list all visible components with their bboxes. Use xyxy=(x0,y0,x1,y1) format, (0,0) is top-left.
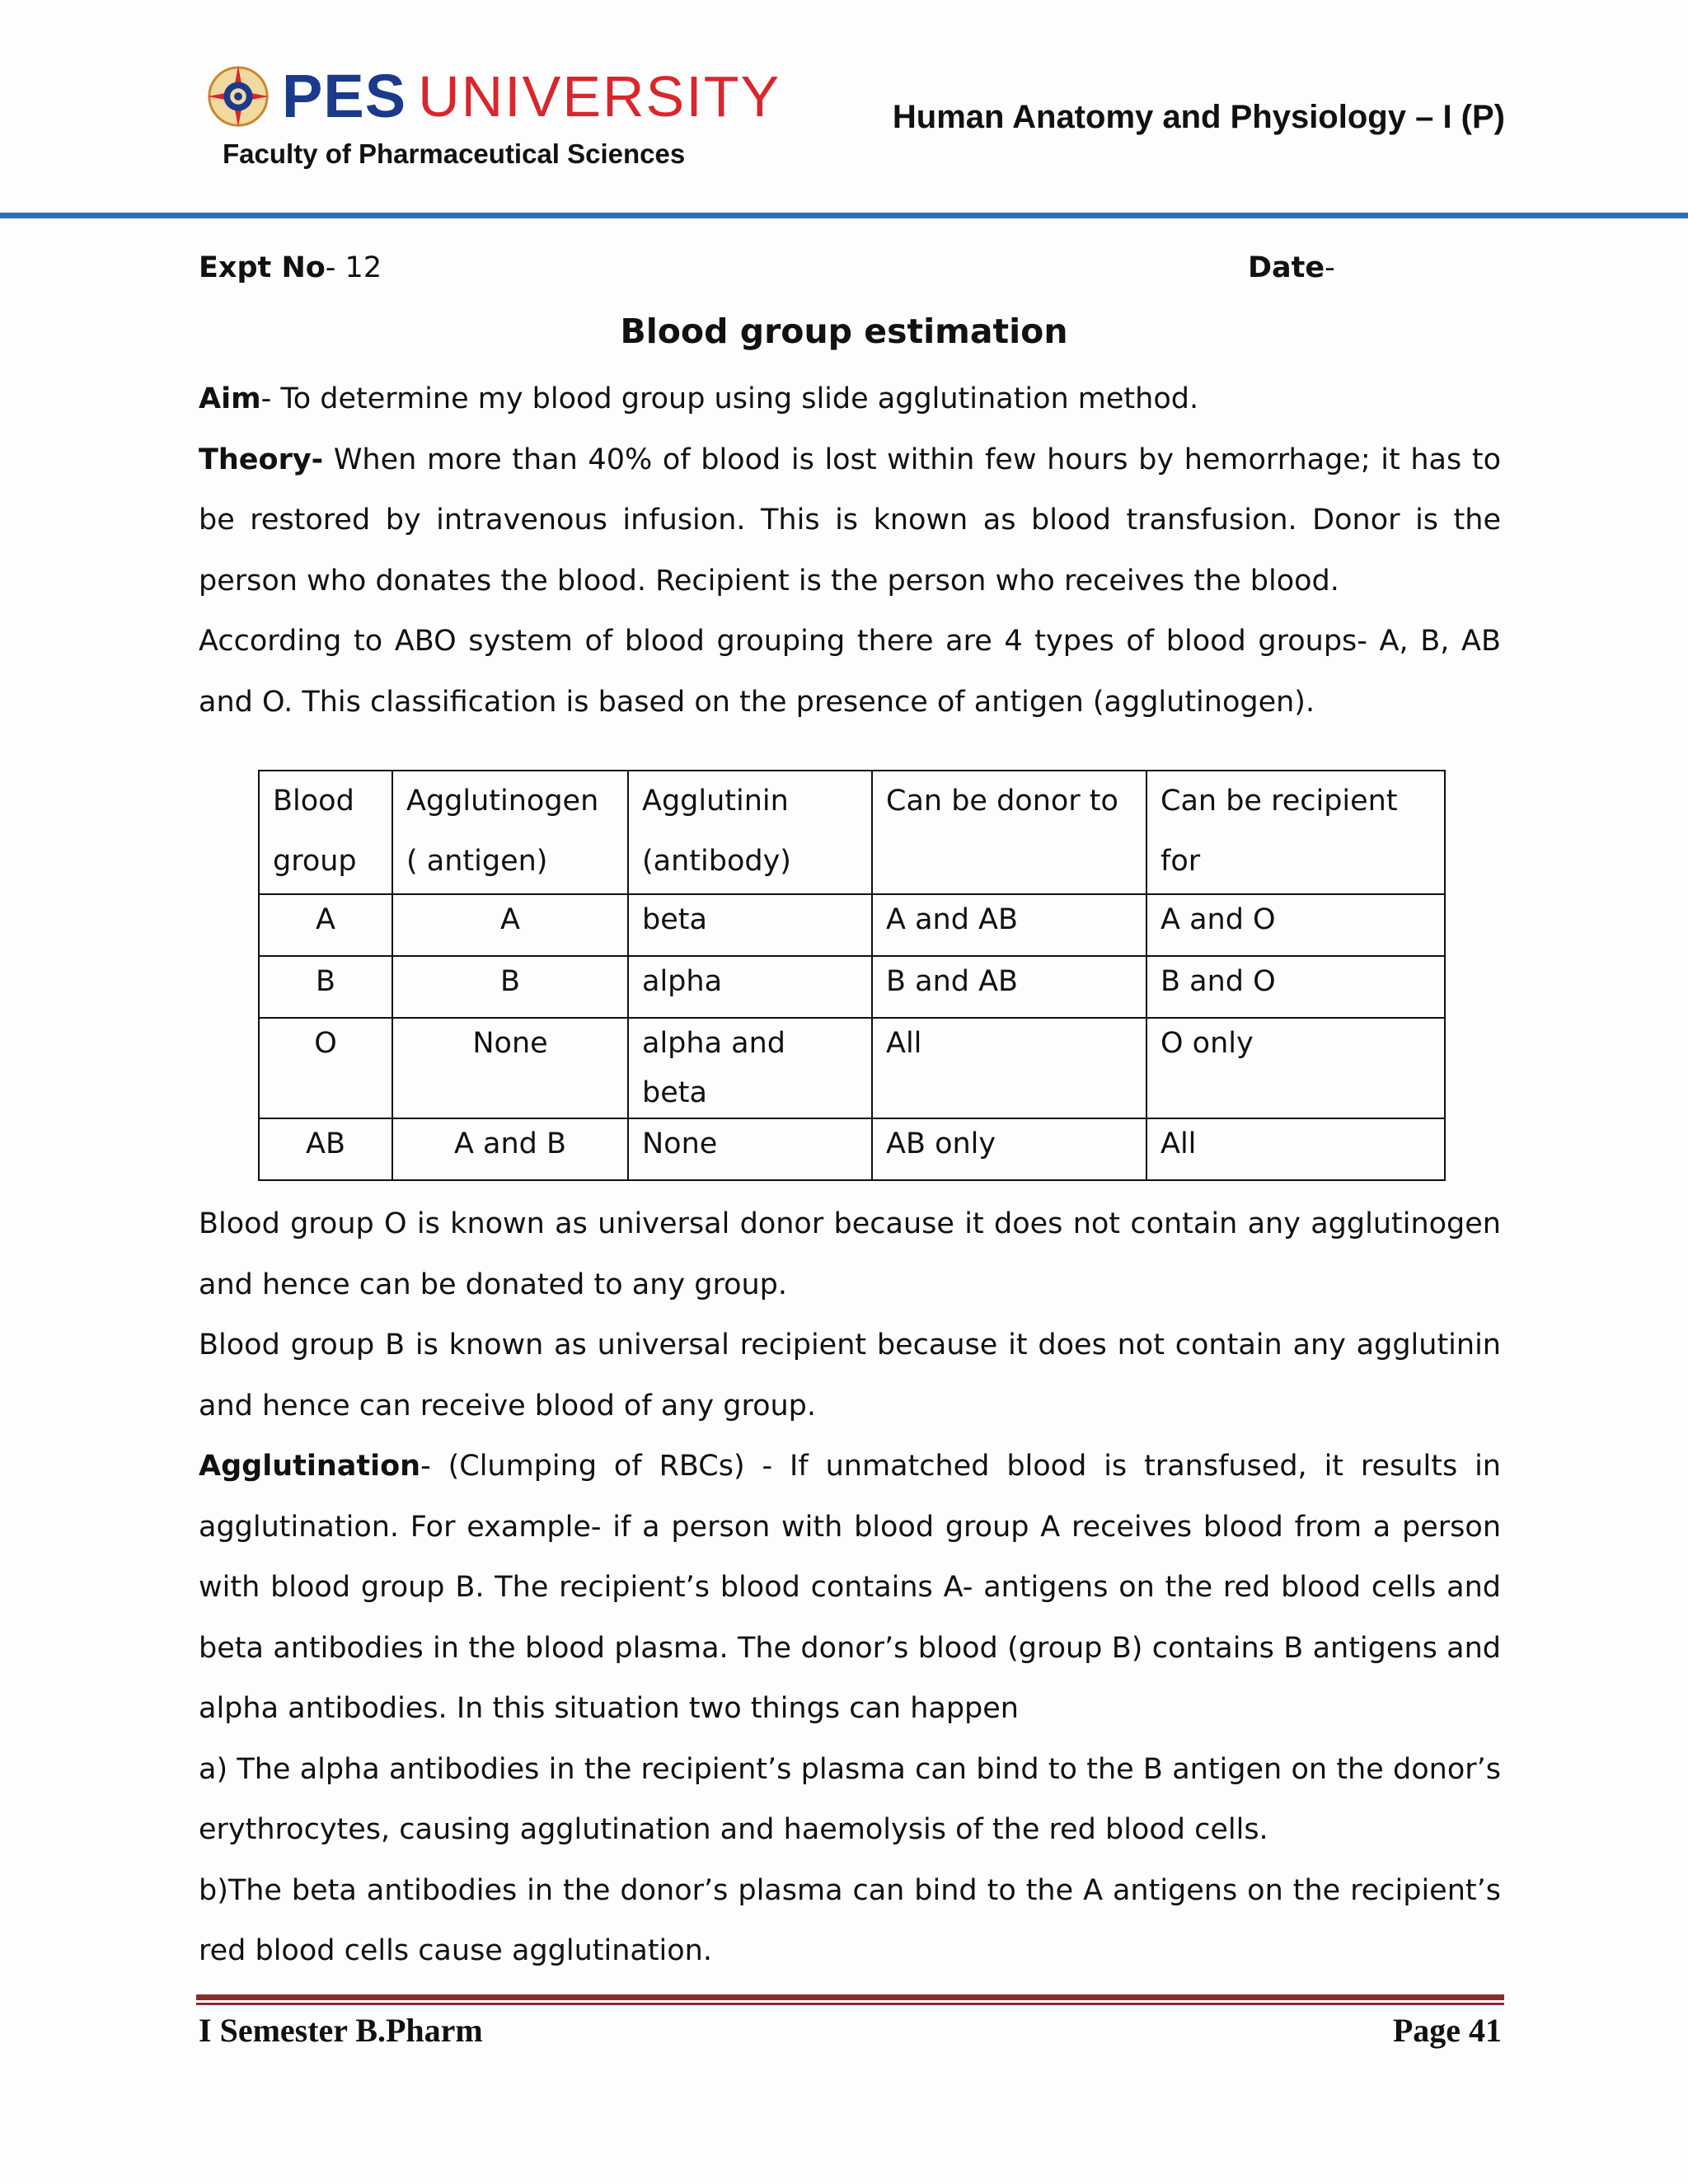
page-title: Blood group estimation xyxy=(620,312,1068,351)
cell-agglutinogen: B xyxy=(392,956,628,1018)
date-label: Date xyxy=(1248,251,1325,284)
cell-donor-to: All xyxy=(872,1018,1146,1118)
table-row xyxy=(259,1018,1445,1118)
cell-agglutinogen: A and B xyxy=(392,1118,628,1180)
explanation-section xyxy=(199,1194,1501,1982)
expt-label: Expt No xyxy=(199,251,326,284)
blood-group-table xyxy=(258,770,1446,1181)
intro-section xyxy=(199,369,1501,733)
cell-recipient-for: A and O xyxy=(1146,894,1445,956)
header-divider xyxy=(0,213,1688,218)
table-row xyxy=(259,956,1445,1018)
aim-text: - To determine my blood group using slide agglutination method. xyxy=(260,382,1199,415)
cell-blood-group: A xyxy=(259,894,392,956)
page-number: Page 41 xyxy=(1392,2012,1502,2049)
footer-semester: I Semester B.Pharm xyxy=(199,2012,483,2049)
cell-agglutinogen: None xyxy=(392,1018,628,1118)
footer-divider-thin xyxy=(196,2003,1504,2005)
course-title: Human Anatomy and Physiology – I (P) xyxy=(892,99,1505,135)
header-blood-group: Blood group xyxy=(259,771,392,894)
page-header xyxy=(0,0,1688,223)
date-value: - xyxy=(1325,251,1335,284)
header-donor-to: Can be donor to xyxy=(872,771,1146,894)
cell-recipient-for: B and O xyxy=(1146,956,1445,1018)
aim-paragraph xyxy=(199,369,1501,430)
abo-paragraph: According to ABO system of blood grouping there are 4 types of blood groups- A, B, AB and O. This classification is based on the presence of antigen (agglutinogen). xyxy=(199,625,1501,719)
cell-agglutinin: alpha and beta xyxy=(628,1018,872,1118)
agglutination-text: - (Clumping of RBCs) - If unmatched blood is transfused, it results in agglutination. For example- if a person with blood group A receives blood from a person with blood group B. The recipient’s blood contains A- antigens on the red blood cells and beta antibodies in the blood plasma. The donor’s blood (group B) contains B antigens and alpha antibodies. In this situation two things can happen xyxy=(199,1450,1501,1725)
theory-label: Theory- xyxy=(199,443,324,476)
point-a-paragraph: a) The alpha antibodies in the recipient’s plasma can bind to the B antigen on the donor’s erythrocytes, causing agglutination and haemolysis of the red blood cells. xyxy=(199,1752,1501,1846)
cell-agglutinin: beta xyxy=(628,894,872,956)
header-agglutinin: Agglutinin (antibody) xyxy=(628,771,872,894)
university-emblem-icon xyxy=(206,64,270,129)
theory-paragraph xyxy=(199,430,1501,612)
experiment-date xyxy=(1248,251,1335,284)
expt-value: - 12 xyxy=(325,251,382,284)
logo-pes-text: PES xyxy=(282,62,407,130)
table-header-row xyxy=(259,771,1445,894)
footer-divider xyxy=(196,1994,1504,2000)
point-b-paragraph: b)The beta antibodies in the donor’s plasma can bind to the A antigens on the recipient’s red blood cells cause agglutination. xyxy=(199,1873,1501,1967)
agglutination-paragraph xyxy=(199,1436,1501,1740)
universal-recipient-paragraph: Blood group B is known as universal recipient because it does not contain any agglutinin and hence can receive blood of any group. xyxy=(199,1329,1501,1422)
cell-agglutinin: None xyxy=(628,1118,872,1180)
aim-label: Aim xyxy=(199,382,261,415)
cell-recipient-for: All xyxy=(1146,1118,1445,1180)
cell-agglutinin: alpha xyxy=(628,956,872,1018)
header-recipient-for: Can be recipient for xyxy=(1146,771,1445,894)
cell-blood-group: O xyxy=(259,1018,392,1118)
logo-university-text: UNIVERSITY xyxy=(418,64,781,129)
table-row xyxy=(259,1118,1445,1180)
universal-donor-paragraph: Blood group O is known as universal donor because it does not contain any agglutinogen and hence can be donated to any group. xyxy=(199,1207,1501,1301)
agglutination-label: Agglutination xyxy=(199,1450,421,1483)
cell-agglutinogen: A xyxy=(392,894,628,956)
table-row xyxy=(259,894,1445,956)
faculty-name: Faculty of Pharmaceutical Sciences xyxy=(223,138,686,169)
header-agglutinogen: Agglutinogen ( antigen) xyxy=(392,771,628,894)
cell-blood-group: B xyxy=(259,956,392,1018)
cell-donor-to: AB only xyxy=(872,1118,1146,1180)
cell-recipient-for: O only xyxy=(1146,1018,1445,1118)
cell-donor-to: B and AB xyxy=(872,956,1146,1018)
theory-text: When more than 40% of blood is lost within few hours by hemorrhage; it has to be restored by intravenous infusion. This is known as blood transfusion. Donor is the person who donates the blood. Recipient is the person who receives the blood. xyxy=(199,443,1501,598)
cell-blood-group: AB xyxy=(259,1118,392,1180)
cell-donor-to: A and AB xyxy=(872,894,1146,956)
experiment-number xyxy=(199,251,382,284)
pes-university-logo xyxy=(206,64,781,129)
